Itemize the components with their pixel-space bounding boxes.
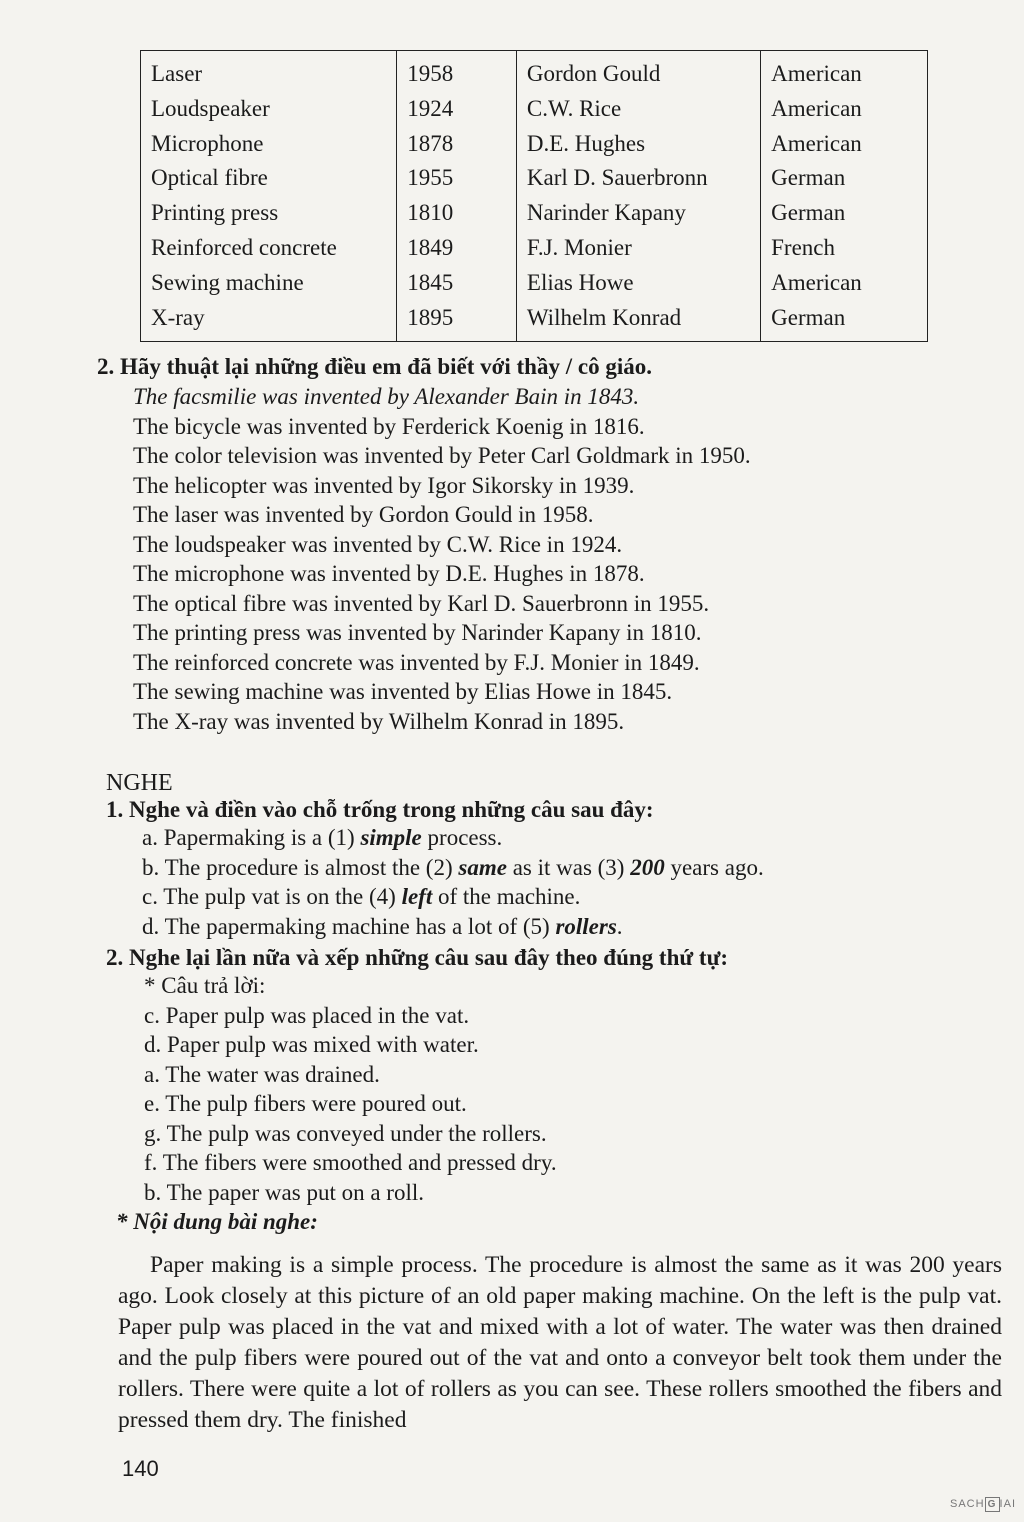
table-cell-nationality: American: [771, 269, 862, 295]
table-cell-inventor: Elias Howe: [526, 269, 634, 295]
table-cell-invention: Microphone: [151, 130, 264, 156]
table-cell-invention: Reinforced concrete: [151, 234, 337, 260]
table-row: [141, 51, 928, 342]
table-cell-year: 1924: [407, 95, 454, 121]
sentence-line: The laser was invented by Gordon Gould in 1958.: [133, 502, 594, 527]
table-cell-nationality: American: [771, 61, 862, 86]
table-cell-nationality: German: [771, 200, 846, 226]
table-cell-invention: Loudspeaker: [151, 95, 270, 121]
paragraph-text: Paper making is a simple process. The procedure is almost the same as it was 200 years ago. Look closely at this picture of an old paper making machine. On the left is the pulp vat. Paper pulp was placed in the vat and mixed with a lot of water. The water was then drained and the pulp fibers were poured out of the vat and onto a conveyor belt took them under the rollers. There were quite a lot of rollers as you can see. These rollers smoothed the fibers and pressed them dry. The finished: [118, 1252, 1002, 1433]
sentence-line: The bicycle was invented by Ferderick Koenig in 1816.: [133, 413, 645, 439]
table-cell-inventor: Karl D. Sauerbronn: [526, 165, 708, 191]
sentence-line: The reinforced concrete was invented by F.J. Monier in 1849.: [133, 649, 700, 675]
sentence-line: The optical fibre was invented by Karl D. Sauerbronn in 1955.: [133, 590, 710, 616]
sentence-line: The facsmilie was invented by Alexander Bain in 1843.: [133, 384, 640, 409]
sachgiai-logo: SACH G IAI: [949, 1498, 1016, 1510]
order-item: a. The water was drained.: [144, 1061, 380, 1087]
order-item: e. The pulp fibers were poured out.: [144, 1091, 467, 1116]
table-cell-inventor: Gordon Gould: [526, 61, 661, 86]
page-number: 140: [122, 1456, 159, 1481]
table-cell-nationality: French: [771, 234, 835, 260]
fill-blank-item: a. Papermaking is a (1) simple process.: [142, 825, 503, 850]
table-cell-inventor: D.E. Hughes: [526, 130, 646, 156]
fill-blank-item: d. The papermaking machine has a lot of (5) rollers.: [142, 913, 623, 939]
order-item: b. The paper was put on a roll.: [144, 1179, 424, 1205]
table-cell-inventor: Wilhelm Konrad: [526, 304, 682, 330]
table-cell-inventor: Narinder Kapany: [526, 200, 686, 226]
order-item: c. Paper pulp was placed in the vat.: [144, 1002, 470, 1028]
table-cell-nationality: German: [771, 304, 846, 330]
fill-blank-list: [142, 823, 764, 941]
sentence-line: The sewing machine was invented by Elias Howe in 1845.: [133, 679, 673, 704]
table-cell-inventor: F.J. Monier: [526, 234, 632, 260]
sentence-line: The X-ray was invented by Wilhelm Konrad in 1895.: [133, 708, 625, 734]
inventor-column: [516, 51, 760, 342]
order-item: d. Paper pulp was mixed with water.: [144, 1032, 479, 1057]
content-label: * Nội dung bài nghe:: [116, 1209, 318, 1234]
answer-label: * Câu trả lời:: [144, 973, 266, 998]
listening-content-paragraph: [118, 1250, 1002, 1436]
sentence-line: The helicopter was invented by Igor Sikorsky in 1939.: [133, 472, 635, 498]
invention-column: [141, 51, 397, 342]
section-2: [97, 354, 751, 736]
fill-blank-item: b. The procedure is almost the (2) same as it was (3) 200 years ago.: [142, 854, 764, 880]
table-cell-year: 1845: [407, 269, 454, 295]
year-column: [397, 51, 517, 342]
bleed-through-text: [914, 0, 1024, 1190]
order-item: g. The pulp was conveyed under the rollers.: [144, 1120, 547, 1146]
nationality-column: [761, 51, 928, 342]
table-cell-nationality: American: [771, 130, 862, 156]
table-cell-invention: Laser: [151, 61, 203, 86]
table-cell-year: 1895: [407, 304, 454, 330]
sentence-line: The loudspeaker was invented by C.W. Rice in 1924.: [133, 531, 623, 557]
order-list: [144, 1001, 764, 1208]
sentence-line: The color television was invented by Peter Carl Goldmark in 1950.: [133, 443, 751, 468]
sentence-line: The microphone was invented by D.E. Hughes in 1878.: [133, 561, 645, 586]
nghe-q2-heading: 2. Nghe lại lần nữa và xếp những câu sau đây theo đúng thứ tự:: [106, 945, 729, 970]
order-item: f. The fibers were smoothed and pressed dry.: [144, 1150, 557, 1175]
table-cell-invention: Printing press: [151, 200, 279, 226]
table-cell-invention: X-ray: [151, 304, 205, 330]
invention-sentences: [133, 382, 751, 736]
nghe-section: [106, 770, 764, 1235]
table-cell-invention: Sewing machine: [151, 269, 304, 295]
fill-blank-item: c. The pulp vat is on the (4) left of the machine.: [142, 884, 581, 909]
nghe-title: NGHE: [106, 770, 173, 796]
table-cell-nationality: American: [771, 95, 862, 121]
table-cell-year: 1878: [407, 130, 454, 156]
table-cell-inventor: C.W. Rice: [526, 95, 622, 121]
table-cell-year: 1849: [407, 234, 454, 260]
sentence-line: The printing press was invented by Narinder Kapany in 1810.: [133, 620, 702, 645]
nghe-q1-heading: 1. Nghe và điền vào chỗ trống trong những câu sau đây:: [106, 797, 654, 822]
table-cell-nationality: German: [771, 165, 846, 191]
table-cell-year: 1810: [407, 200, 454, 226]
table-cell-invention: Optical fibre: [151, 165, 268, 191]
section-2-heading: 2. Hãy thuật lại những điều em đã biết với thầy / cô giáo.: [97, 354, 652, 379]
inventions-table: [140, 50, 928, 342]
table-cell-year: 1958: [407, 61, 454, 86]
table-cell-year: 1955: [407, 165, 454, 191]
